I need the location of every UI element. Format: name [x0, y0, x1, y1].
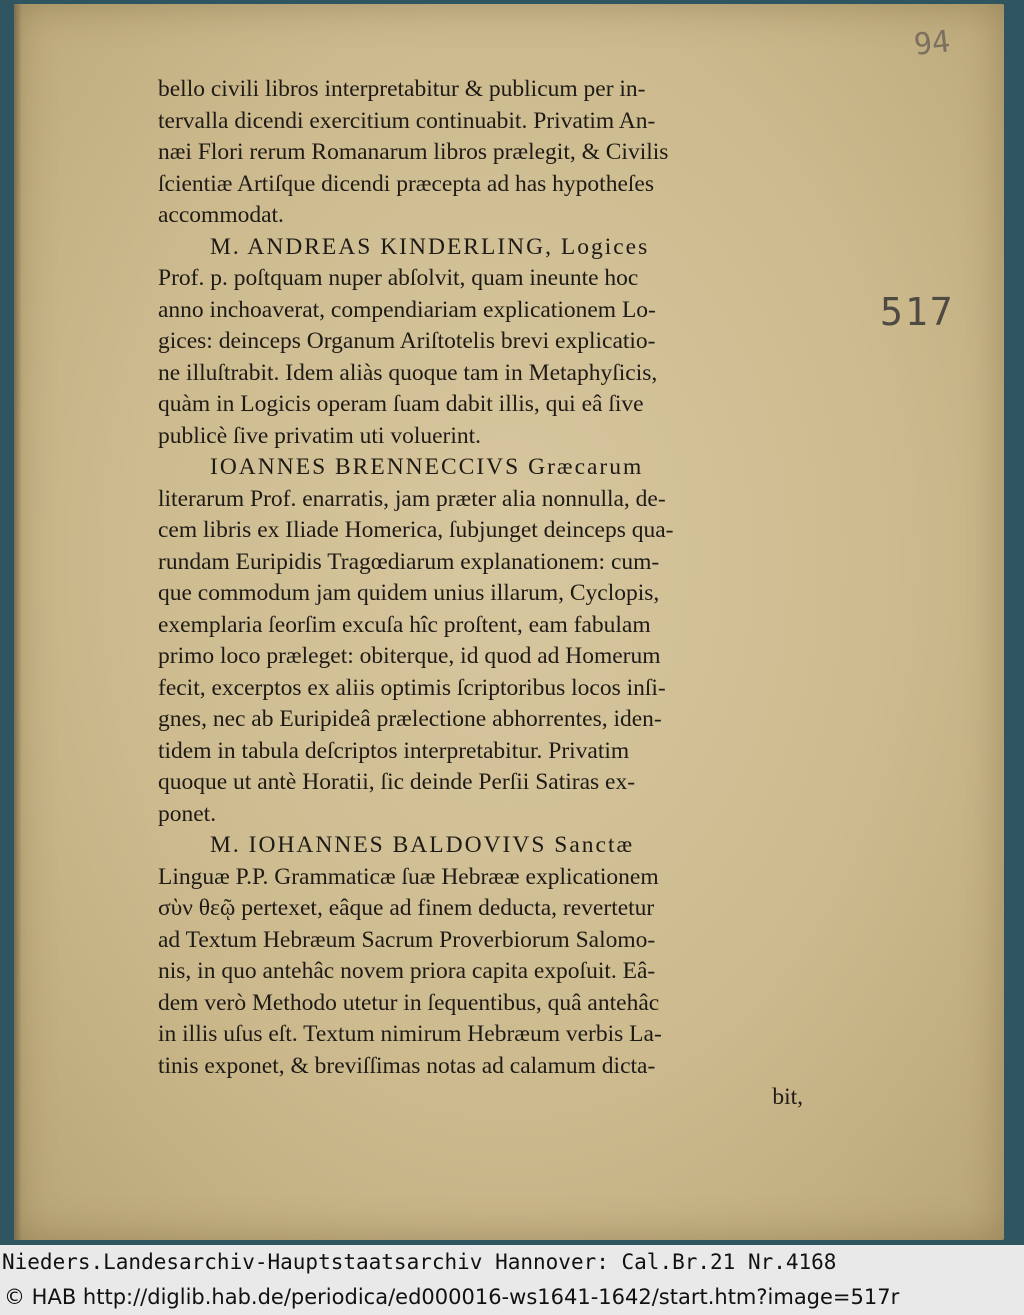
text-line: primo loco præleget: obiterque, id quod ad Homerum: [158, 643, 661, 669]
text-line: anno inchoaverat, compendiariam explicationem Lo-: [158, 296, 656, 323]
text-line: ponet.: [158, 800, 217, 827]
text-line: fecit, excerptos ex aliis optimis ſcriptoribus locos inſi-: [158, 674, 666, 701]
text-line: quàm in Logicis operam ſuam dabit illis, qui eâ ſive: [158, 391, 644, 417]
body-text: [158, 74, 803, 1114]
text-line: gices: deinceps Organum Ariſtotelis brevi explicatio-: [158, 328, 656, 354]
text-line: bello civili libros interpretabitur & publicum per in-: [158, 76, 646, 102]
archive-citation-bar: Nieders.Landesarchiv-Hauptstaatsarchiv Hannover: Cal.Br.21 Nr.4168: [0, 1245, 1024, 1280]
text-line: næi Flori rerum Romanarum libros prælegit, & Civilis: [158, 139, 669, 165]
text-line: tervalla dicendi exercitium continuabit. Privatim An-: [158, 107, 656, 134]
section-heading-kinderling: M. ANDREAS KINDERLING, Logices: [210, 233, 650, 260]
text-line: quoque ut antè Horatii, ſic deinde Perſii Satiras ex-: [158, 769, 636, 795]
section-heading-brenneccius: IOANNES BRENNECCIVS Græcarum: [210, 454, 644, 480]
text-line: ne illuſtrabit. Idem aliàs quoque tam in Metaphyſicis,: [158, 359, 658, 386]
text-line: accommodat.: [158, 202, 284, 228]
text-line: tidem in tabula deſcriptos interpretabitur. Privatim: [158, 737, 630, 764]
handwritten-folio-number: 94: [912, 24, 952, 63]
text-line: gnes, nec ab Euripideâ prælectione abhorrentes, iden-: [158, 706, 662, 732]
text-line: publicè ſive privatim uti voluerint.: [158, 422, 482, 449]
text-line: σὺν θεῷ pertexet, eâque ad finem deducta, revertetur: [158, 895, 655, 921]
text-line: in illis uſus eſt. Textum nimirum Hebræum verbis La-: [158, 1021, 662, 1047]
text-line: tinis exponet, & breviſſimas notas ad calamum dicta-: [158, 1052, 656, 1079]
text-line: cem libris ex Iliade Homerica, ſubjunget deinceps qua-: [158, 517, 674, 543]
text-line: Linguæ P.P. Grammaticæ ſuæ Hebrææ explicationem: [158, 863, 659, 890]
text-line: literarum Prof. enarratis, jam præter alia nonnulla, de-: [158, 485, 666, 512]
text-line: ſcientiæ Artiſque dicendi præcepta ad has hypotheſes: [158, 170, 654, 197]
catchword: bit,: [772, 1084, 803, 1110]
text-line: rundam Euripidis Tragœdiarum explanationem: cum-: [158, 548, 660, 575]
copyright-url-bar: © HAB http://diglib.hab.de/periodica/ed000016-ws1641-1642/start.htm?image=517r: [0, 1280, 1024, 1315]
page-number-stamp: 517: [880, 290, 955, 334]
text-line: exemplaria ſeorſim excuſa hîc proſtent, eam fabulam: [158, 611, 651, 638]
page-binding-edge: [14, 4, 22, 1240]
text-line: ad Textum Hebræum Sacrum Proverbiorum Salomo-: [158, 926, 656, 953]
section-heading-baldovius: M. IOHANNES BALDOVIVS Sanctæ: [210, 832, 635, 858]
text-line: que commodum jam quidem unius illarum, Cyclopis,: [158, 580, 660, 606]
text-line: nis, in quo antehâc novem priora capita expoſuit. Eâ-: [158, 958, 656, 984]
text-line: Prof. p. poſtquam nuper abſolvit, quam ineunte hoc: [158, 265, 639, 291]
text-line: dem verò Methodo utetur in ſequentibus, quâ antehâc: [158, 989, 660, 1016]
